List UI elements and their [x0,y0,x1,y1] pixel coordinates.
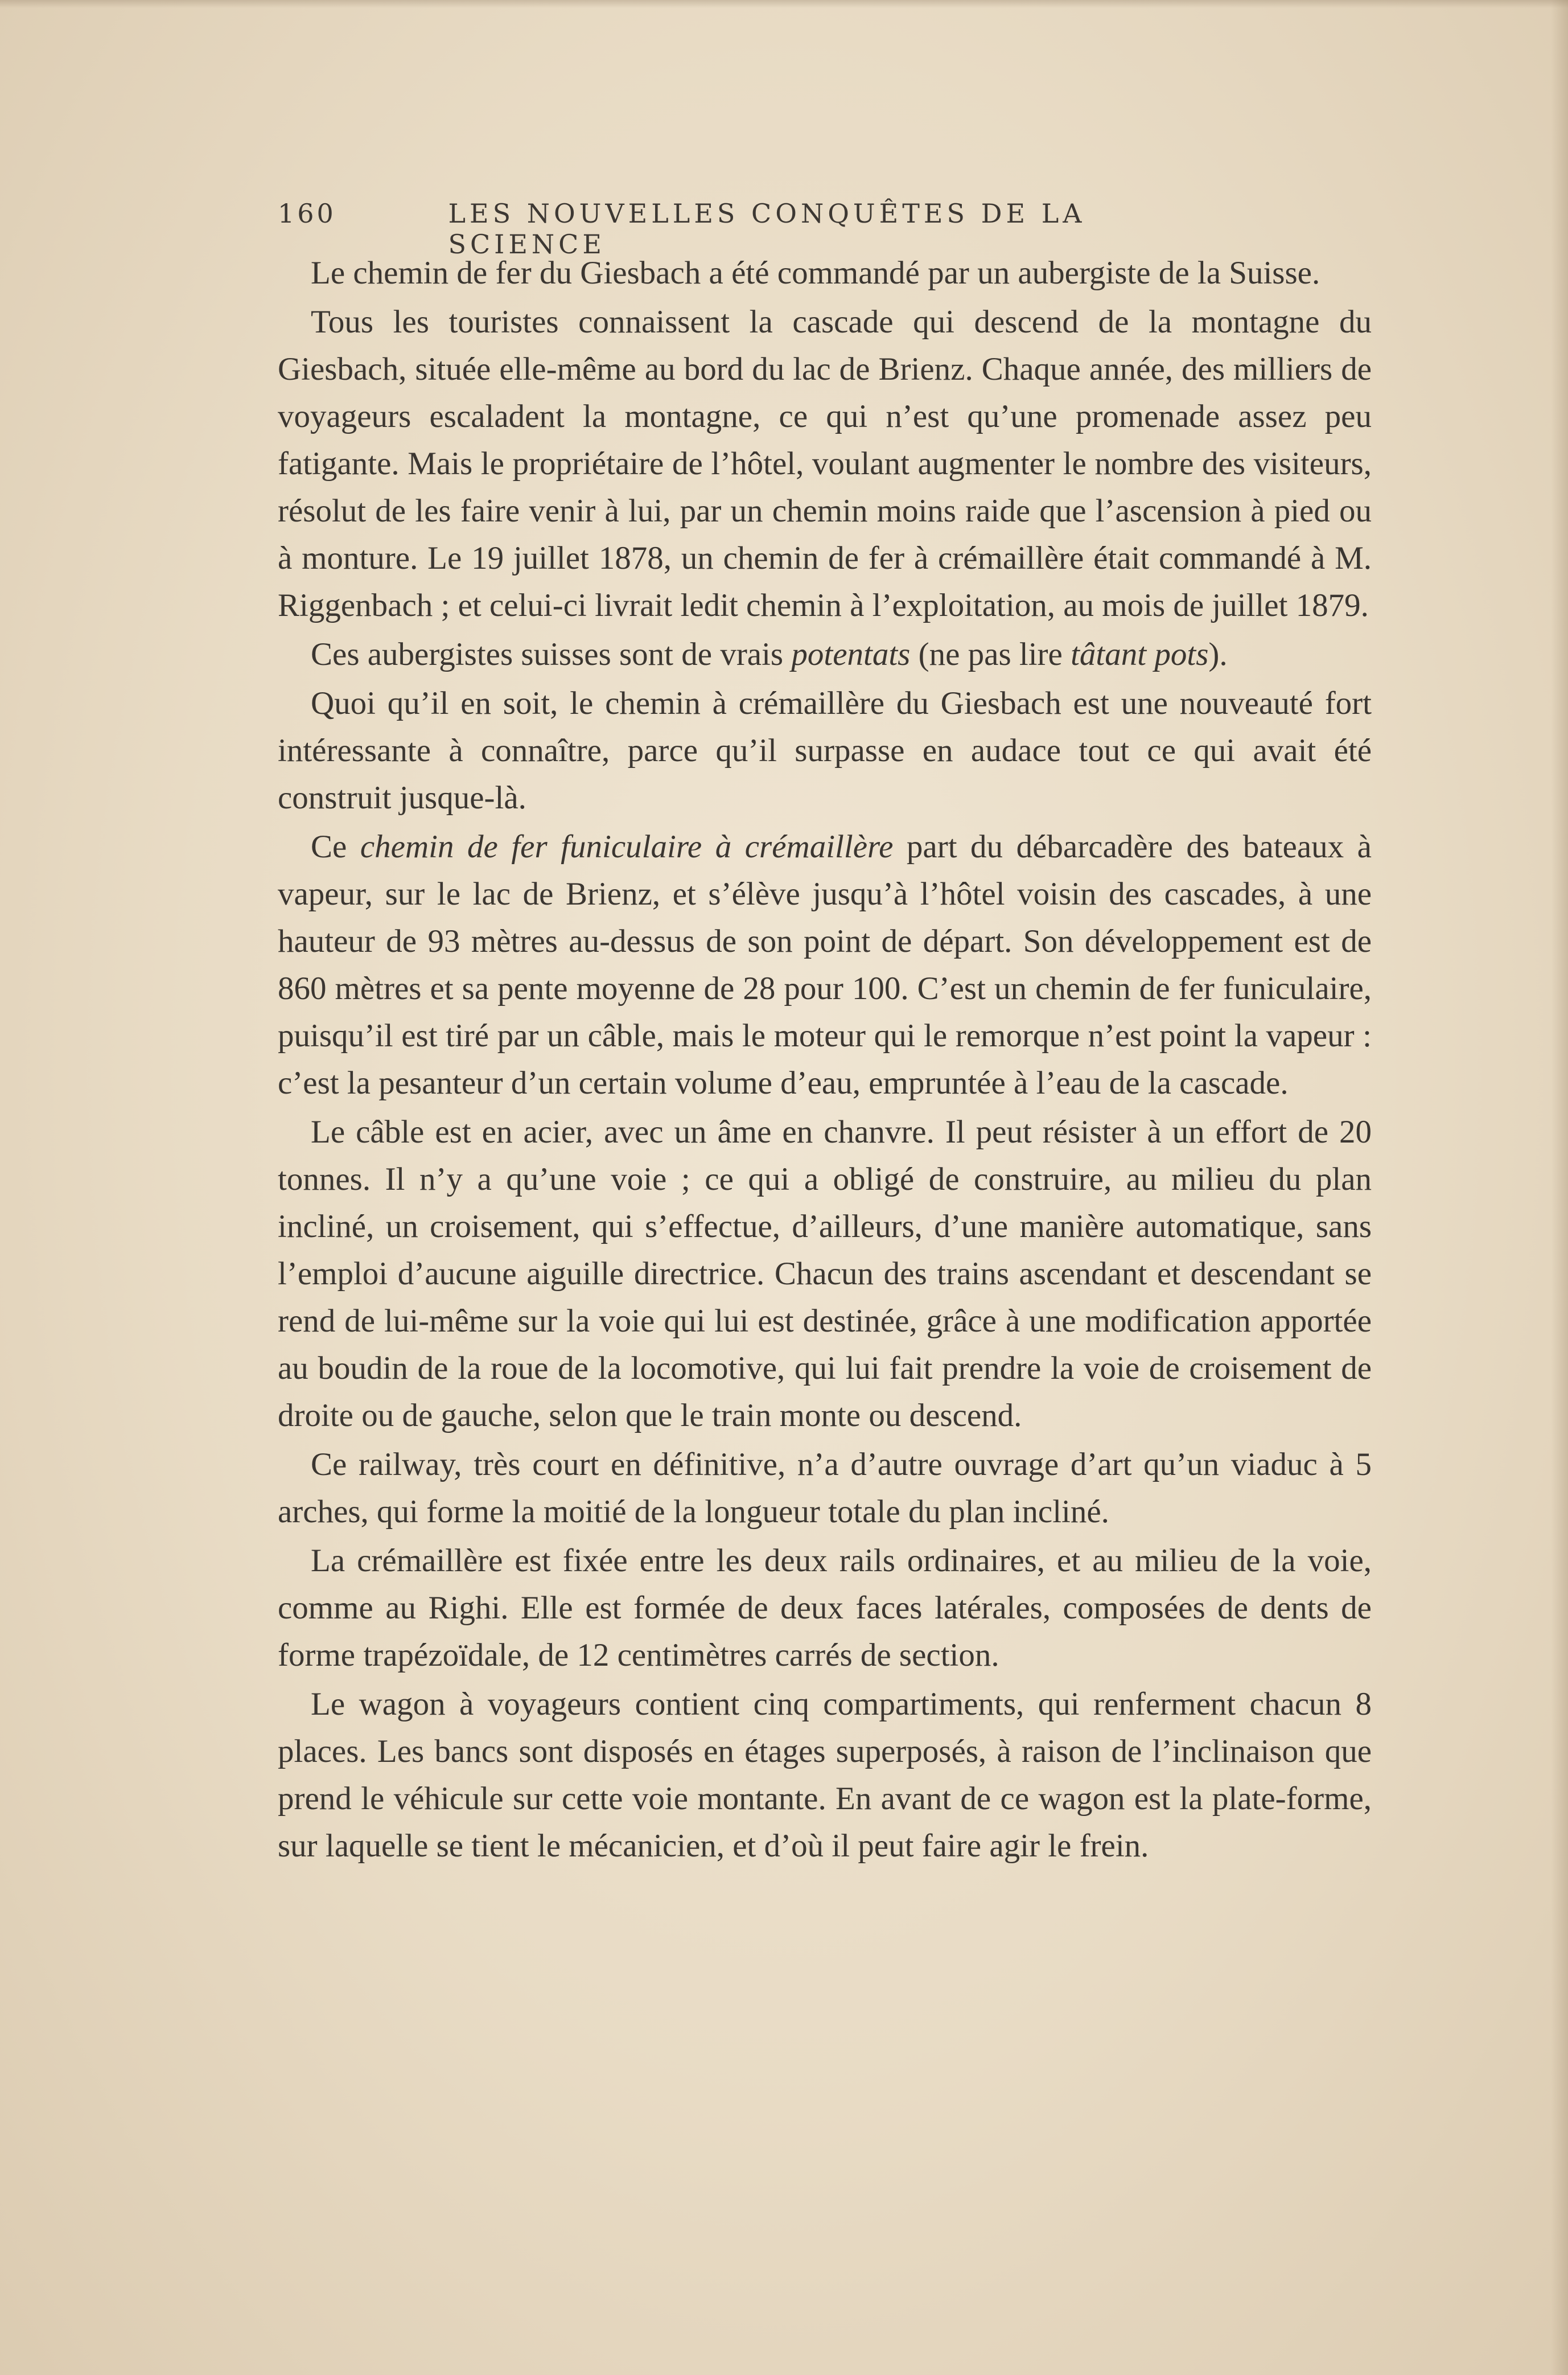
page-right-edge [1551,0,1568,2375]
italic-potentats: potentats [791,636,911,672]
italic-chemin-funiculaire: chemin de fer funiculaire à crémaillère [360,829,894,865]
running-header [278,198,1166,260]
paragraph-5-text-b: part du débarcadère des bateaux à vapeur, sur le lac de Brienz, et s’élève jusqu’à l’hôtel voisin des cascades, à une hauteur de 93 mètres au-dessus de son point de départ. Son développement est de 860 mètres et sa pente moyenne de 28 pour 100. C’est un chemin de fer funiculaire, puisqu’il est tiré par un câble, mais le moteur qui le remorque n’est point la vapeur : c’est la pesanteur d’un certain volume d’eau, empruntée à l’eau de la cascade. [278,829,1372,1101]
italic-tatant-pots: tâtant pots [1071,636,1209,672]
body-text [278,249,1372,1869]
paragraph-7: Ce railway, très court en définitive, n’a d’autre ouvrage d’art qu’un viaduc à 5 arches, qui forme la moitié de la longueur totale du plan incliné. [278,1447,1372,1530]
paragraph-5-text-a: Ce [311,829,360,865]
paragraph-3 [278,631,1372,678]
page-top-edge [0,0,1568,8]
paragraph-1: Le chemin de fer du Giesbach a été commandé par un aubergiste de la Suisse. [311,255,1320,291]
page-number: 160 [278,198,336,229]
paragraph-2: Tous les touristes connaissent la cascade qui descend de la montagne du Giesbach, située elle-même au bord du lac de Brienz. Chaque année, des milliers de voyageurs escaladent la montagne, ce qui n’est qu’une promenade assez peu fatigante. Mais le propriétaire de l’hôtel, voulant augmenter le nombre des visiteurs, résolut de les faire venir à lui, par un chemin moins raide que l’ascension à pied ou à monture. Le 19 juillet 1878, un chemin de fer à crémaillère était commandé à M. Riggenbach ; et celui-ci livrait ledit chemin à l’exploitation, au mois de juillet 1879. [278,304,1372,623]
paragraph-5 [278,823,1372,1107]
paragraph-6: Le câble est en acier, avec un âme en chanvre. Il peut résister à un effort de 20 tonnes. Il n’y a qu’une voie ; ce qui a obligé de construire, au milieu du plan incliné, un croisement, qui s’effectue, d’ailleurs, d’une manière automatique, sans l’emploi d’aucune aiguille directrice. Chacun des trains ascendant et descendant se rend de lui-même sur la voie qui lui est destinée, grâce à une modification apportée au boudin de la roue de la locomotive, qui lui fait prendre la voie de croisement de droite ou de gauche, selon que le train monte ou descend. [278,1114,1372,1433]
paragraph-3-text-b: (ne pas lire [910,636,1071,672]
paragraph-8: La crémaillère est fixée entre les deux rails ordinaires, et au milieu de la voie, comme au Righi. Elle est formée de deux faces latérales, composées de dents de forme trapézoïdale, de 12 centimètres carrés de section. [278,1543,1372,1673]
running-title: LES NOUVELLES CONQUÊTES DE LA SCIENCE [448,198,1086,260]
paragraph-3-text-a: Ces aubergistes suisses sont de vrais [311,636,792,672]
paragraph-4: Quoi qu’il en soit, le chemin à crémaillère du Giesbach est une nouveauté fort intéressante à connaître, parce qu’il surpasse en audace tout ce qui avait été construit jusque-là. [278,685,1372,816]
paragraph-3-text-c: ). [1208,636,1228,672]
paragraph-9: Le wagon à voyageurs contient cinq compartiments, qui renferment chacun 8 places. Les bancs sont disposés en étages superposés, à raison de l’inclinaison que prend le véhicule sur cette voie montante. En avant de ce wagon est la plate-forme, sur laquelle se tient le mécanicien, et d’où il peut faire agir le frein. [278,1686,1372,1864]
